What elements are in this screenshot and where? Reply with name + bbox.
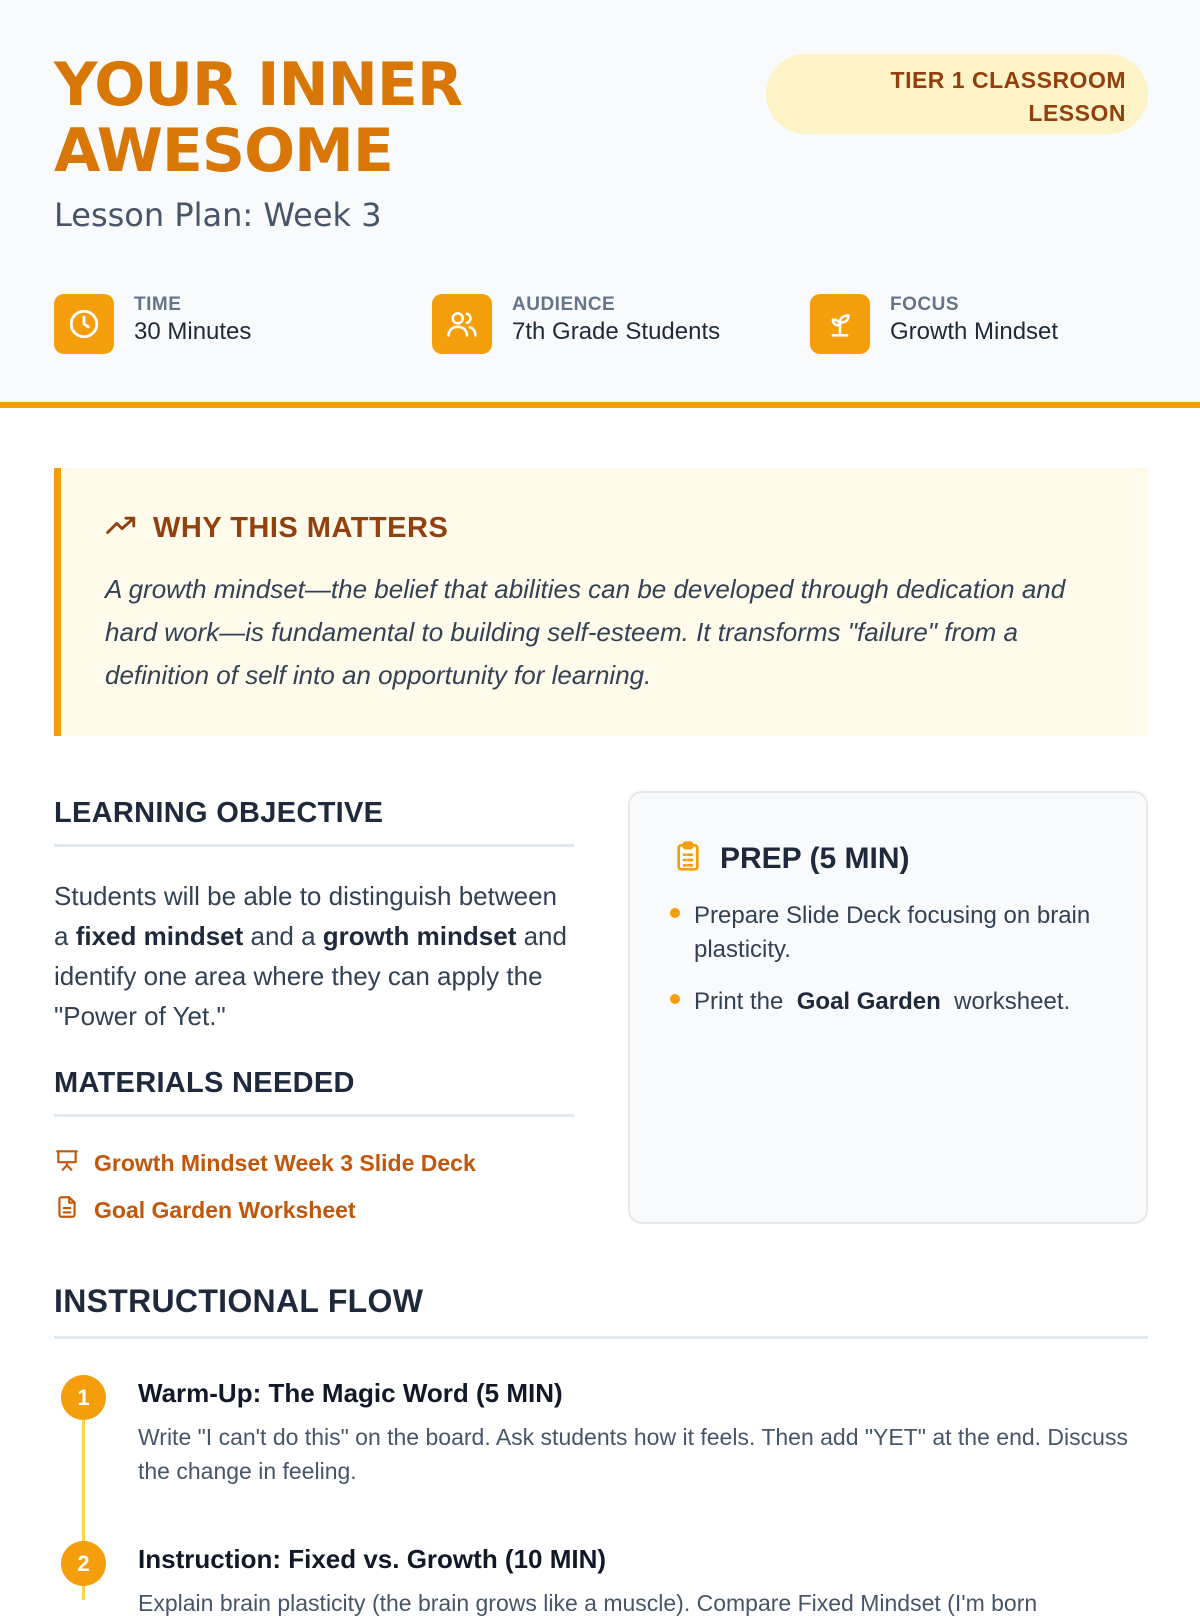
step-description: Write "I can't do this" on the board. Ask students how it feels. Then add "YET" at the end. Discuss the change in feeling. — [138, 1424, 1128, 1484]
prep-header — [672, 839, 909, 878]
page-title — [54, 52, 614, 184]
list-item: Print the Goal Garden worksheet. — [670, 985, 1115, 1019]
tier-badge-label: TIER 1 CLASSROOM LESSON — [890, 67, 1126, 126]
meta-value: 7th Grade Students — [512, 318, 721, 345]
meta-label: TIME — [134, 294, 182, 315]
clipboard-icon — [672, 839, 704, 878]
document-icon — [54, 1194, 80, 1226]
why-title: WHY THIS MATTERS — [153, 512, 449, 544]
material-label[interactable]: Growth Mindset Week 3 Slide Deck — [94, 1149, 476, 1176]
tier-badge — [766, 54, 1148, 134]
meta-audience — [432, 294, 772, 354]
meta-focus — [810, 294, 1150, 354]
meta-time — [54, 294, 394, 354]
why-header — [105, 512, 448, 545]
title-line-2: AWESOME — [54, 116, 393, 186]
why-this-matters-callout — [54, 468, 1148, 736]
material-label[interactable]: Goal Garden Worksheet — [94, 1196, 356, 1223]
prep-title: PREP (5 MIN) — [720, 841, 910, 875]
step-number: 1 — [61, 1375, 106, 1420]
bullet-dot — [670, 994, 680, 1004]
page-subtitle: Lesson Plan: Week 3 — [54, 196, 382, 234]
growth-mindset-term: growth mindset — [322, 921, 517, 951]
list-item: Prepare Slide Deck focusing on brain plasticity. — [670, 899, 1115, 967]
materials-title: MATERIALS NEEDED — [54, 1067, 574, 1117]
presentation-icon — [54, 1147, 80, 1179]
title-line-1: YOUR INNER — [54, 50, 463, 120]
bullet-dot — [670, 908, 680, 918]
why-text: A growth mindset—the belief that abilities can be developed through dedication and hard work—is fundamental to building self-esteem. It transforms "failure" from a definition of self into an opportunity for learning. — [105, 574, 1066, 690]
users-icon — [432, 294, 492, 354]
meta-label: AUDIENCE — [512, 294, 616, 315]
material-link-worksheet[interactable] — [54, 1194, 356, 1226]
material-link-slide-deck[interactable] — [54, 1147, 476, 1179]
fixed-mindset-term: fixed mindset — [75, 921, 244, 951]
meta-value: 30 Minutes — [134, 318, 252, 345]
step-number: 2 — [61, 1541, 106, 1586]
learning-objective-text: Students will be able to distinguish between a fixed mindset and a growth mindset and identify one area where they can apply the "Power of Yet." — [54, 881, 567, 1031]
lesson-header — [0, 0, 1200, 408]
clock-icon — [54, 294, 114, 354]
trending-up-icon — [105, 515, 139, 542]
meta-value: Growth Mindset — [890, 318, 1059, 345]
step-description: Explain brain plasticity (the brain grows like a muscle). Compare Fixed Mindset (I'm born — [138, 1590, 1038, 1616]
step-title: Warm-Up: The Magic Word (5 MIN) — [138, 1378, 563, 1408]
meta-label: FOCUS — [890, 294, 959, 315]
step-title: Instruction: Fixed vs. Growth (10 MIN) — [138, 1544, 607, 1574]
prep-card — [628, 791, 1148, 1224]
learning-objective-title: LEARNING OBJECTIVE — [54, 797, 574, 847]
instructional-flow-title: INSTRUCTIONAL FLOW — [54, 1283, 1148, 1339]
prep-list — [670, 899, 1115, 1037]
sprout-icon — [810, 294, 870, 354]
goal-garden-term: Goal Garden — [796, 988, 941, 1015]
